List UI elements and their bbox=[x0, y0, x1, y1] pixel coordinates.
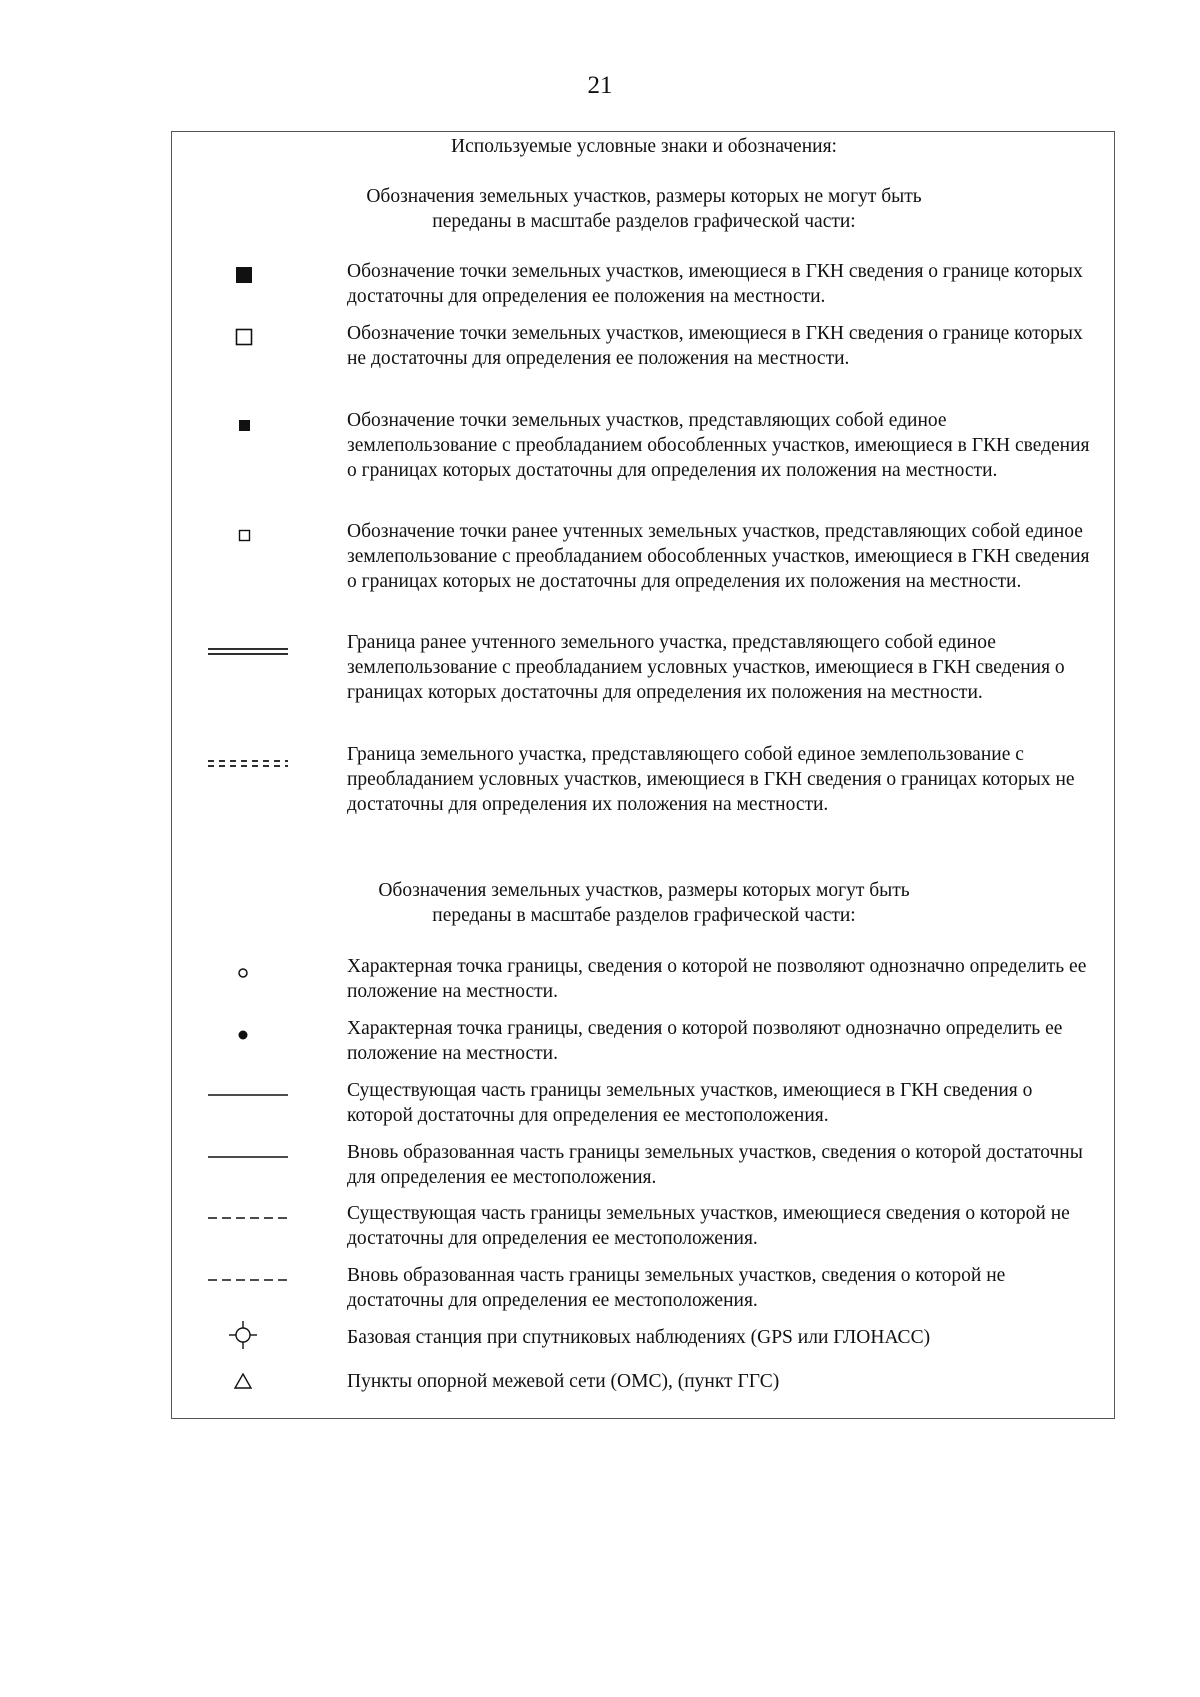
legend-item-ez-point-sufficient: Обозначение точки земельных участков, представляющих собой единое землепользование с преобладанием обособленных участков, имеющиеся в ГКН сведения о границах которых достаточны для определения их положения на местности. bbox=[347, 410, 1090, 481]
section-1-heading-line-2: переданы в масштабе разделов графической части: bbox=[432, 211, 856, 232]
section-2-heading bbox=[172, 878, 1116, 928]
triangle-icon bbox=[233, 1372, 253, 1390]
section-1-heading-line-1: Обозначения земельных участков, размеры которых не могут быть bbox=[366, 186, 922, 207]
hollow-square-small-icon bbox=[238, 529, 252, 543]
page-number: 21 bbox=[587, 72, 613, 99]
filled-square-small-icon bbox=[238, 419, 252, 433]
legend-item-existing-boundary-insufficient: Существующая часть границы земельных участков, имеющиеся сведения о которой не достаточны для определения ее местоположения. bbox=[347, 1203, 1070, 1249]
section-2-heading-line-1: Обозначения земельных участков, размеры которых могут быть bbox=[378, 880, 910, 901]
section-1-heading bbox=[172, 184, 1116, 234]
legend-item-base-station: Базовая станция при спутниковых наблюдениях (GPS или ГЛОНАСС) bbox=[347, 1327, 931, 1348]
hollow-circle-icon bbox=[237, 967, 249, 979]
legend-item-existing-boundary-sufficient: Существующая часть границы земельных участков, имеющиеся в ГКН сведения о которой достаточны для определения ее местоположения. bbox=[347, 1080, 1033, 1126]
legend-item-char-point-unambiguous: Характерная точка границы, сведения о которой позволяют однозначно определить ее положение на местности. bbox=[347, 1018, 1063, 1064]
solid-line-black-icon bbox=[208, 1092, 290, 1098]
legend-title: Используемые условные знаки и обозначения: bbox=[451, 136, 837, 157]
filled-square-large-icon bbox=[235, 266, 253, 284]
legend-box bbox=[171, 131, 1115, 1419]
legend-item-ez-boundary-sufficient: Граница ранее учтенного земельного участка, представляющего собой единое землепользование с преобладанием условных участков, имеющиеся в ГКН сведения о границах которых достаточны для определения их положения на местности. bbox=[347, 632, 1065, 703]
legend-item-point-sufficient: Обозначение точки земельных участков, имеющиеся в ГКН сведения о границе которых достаточны для определения ее положения на местности. bbox=[347, 261, 1083, 307]
legend-item-char-point-ambiguous: Характерная точка границы, сведения о которой не позволяют однозначно определить ее положение на местности. bbox=[347, 956, 1087, 1002]
solid-line-red-icon bbox=[208, 1154, 290, 1160]
dashed-line-red-icon bbox=[208, 1277, 290, 1283]
hollow-square-large-icon bbox=[235, 328, 253, 346]
legend-item-new-boundary-insufficient: Вновь образованная часть границы земельных участков, сведения о которой не достаточны для определения ее местоположения. bbox=[347, 1265, 1006, 1311]
double-dashed-line-icon bbox=[208, 759, 290, 769]
legend-item-point-insufficient: Обозначение точки земельных участков, имеющиеся в ГКН сведения о границе которых не достаточны для определения ее положения на местности. bbox=[347, 323, 1083, 369]
crosshair-circle-icon bbox=[228, 1320, 258, 1350]
legend-item-ez-point-insufficient: Обозначение точки ранее учтенных земельных участков, представляющих собой единое землепользование с преобладанием обособленных участков, имеющиеся в ГКН сведения о границах которых не достаточны для определения их положения на местности. bbox=[347, 521, 1090, 592]
filled-circle-icon bbox=[237, 1029, 249, 1041]
double-line-icon bbox=[208, 647, 290, 657]
legend-item-oms-points: Пункты опорной межевой сети (ОМС), (пункт ГГС) bbox=[347, 1371, 780, 1392]
legend-item-new-boundary-sufficient: Вновь образованная часть границы земельных участков, сведения о которой достаточны для определения ее местоположения. bbox=[347, 1142, 1083, 1188]
section-2-heading-line-2: переданы в масштабе разделов графической части: bbox=[432, 905, 856, 926]
dashed-line-black-icon bbox=[208, 1215, 290, 1221]
legend-item-ez-boundary-insufficient: Граница земельного участка, представляющего собой единое землепользование с преобладанием условных участков, имеющиеся в ГКН сведения о границах которых не достаточны для определения их положения на местности. bbox=[347, 744, 1075, 815]
